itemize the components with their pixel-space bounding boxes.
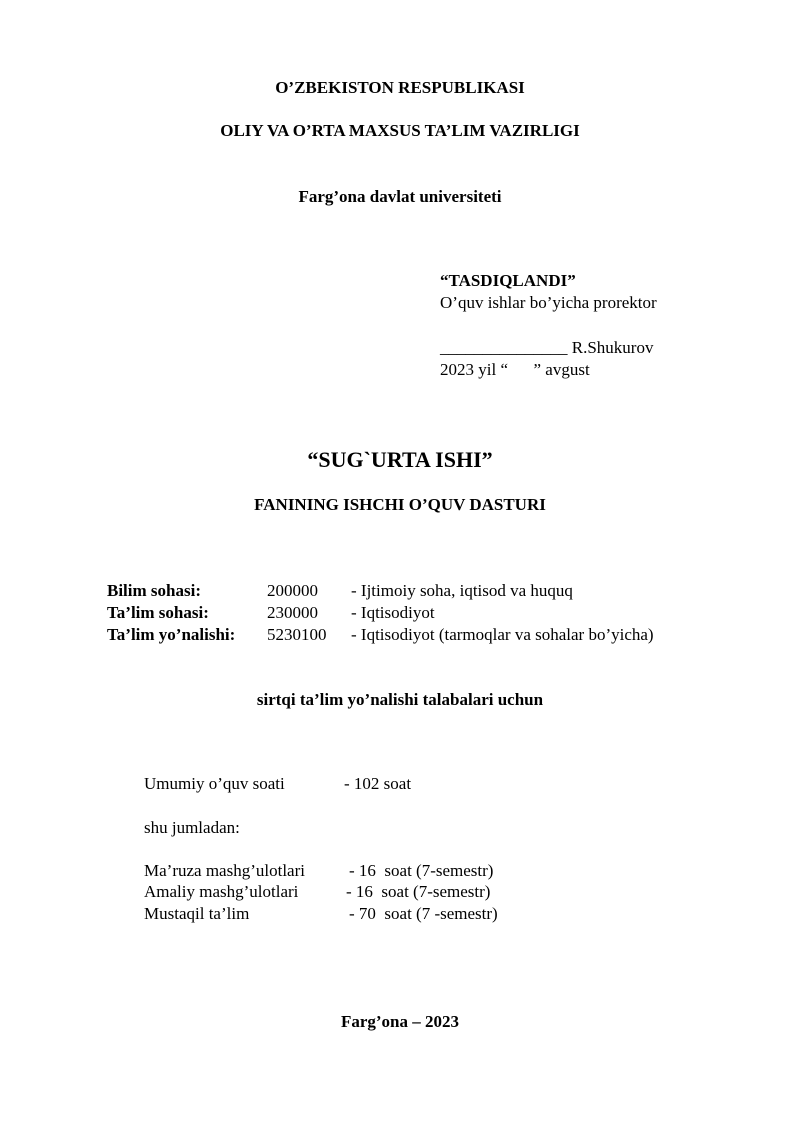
program-title: FANINING ISHCHI O’QUV DASTURI bbox=[254, 495, 546, 514]
ministry-heading: OLIY VA O’RTA MAXSUS TA’LIM VAZIRLIGI bbox=[220, 121, 580, 140]
field-row bbox=[107, 603, 707, 623]
republic-heading: O’ZBEKISTON RESPUBLIKASI bbox=[275, 78, 525, 97]
hours-value: - 70 soat (7 -semestr) bbox=[349, 904, 498, 923]
field-code: 200000 bbox=[267, 581, 318, 600]
total-hours-label: Umumiy o’quv soati bbox=[144, 774, 285, 793]
hours-label: Ma’ruza mashg’ulotlari bbox=[144, 861, 305, 880]
field-value: - Ijtimoiy soha, iqtisod va huquq bbox=[351, 581, 573, 600]
approval-date: 2023 yil “ ” avgust bbox=[440, 360, 590, 379]
audience-line: sirtqi ta’lim yo’nalishi talabalari uchun bbox=[256, 690, 544, 709]
hours-value: - 16 soat (7-semestr) bbox=[349, 861, 494, 880]
field-code: 230000 bbox=[267, 603, 318, 622]
hours-label: Mustaqil ta’lim bbox=[144, 904, 250, 923]
subject-title: “SUG`URTA ISHI” bbox=[307, 447, 493, 472]
footer-place-year: Farg’ona – 2023 bbox=[340, 1012, 460, 1031]
total-hours-value: - 102 soat bbox=[344, 774, 412, 793]
field-value: - Iqtisodiyot bbox=[351, 603, 435, 622]
field-label: Ta’lim yo’nalishi: bbox=[107, 625, 236, 644]
approval-title: “TASDIQLANDI” bbox=[440, 271, 576, 290]
field-row bbox=[107, 625, 707, 645]
including-label: shu jumladan: bbox=[144, 818, 240, 837]
field-label: Ta’lim sohasi: bbox=[107, 603, 209, 622]
hours-row bbox=[144, 882, 544, 902]
university-name: Farg’ona davlat universiteti bbox=[298, 187, 502, 206]
approval-position: O’quv ishlar bo’yicha prorektor bbox=[440, 293, 657, 312]
hours-value: - 16 soat (7-semestr) bbox=[346, 882, 491, 901]
field-row bbox=[107, 581, 707, 601]
field-label: Bilim sohasi: bbox=[107, 581, 201, 600]
hours-row bbox=[144, 861, 544, 881]
signature-line: _______________ R.Shukurov bbox=[440, 338, 654, 357]
total-hours-row bbox=[144, 774, 544, 794]
hours-row bbox=[144, 904, 544, 924]
field-code: 5230100 bbox=[267, 625, 327, 644]
field-value: - Iqtisodiyot (tarmoqlar va sohalar bo’yicha) bbox=[351, 625, 654, 644]
hours-label: Amaliy mashg’ulotlari bbox=[144, 882, 299, 901]
